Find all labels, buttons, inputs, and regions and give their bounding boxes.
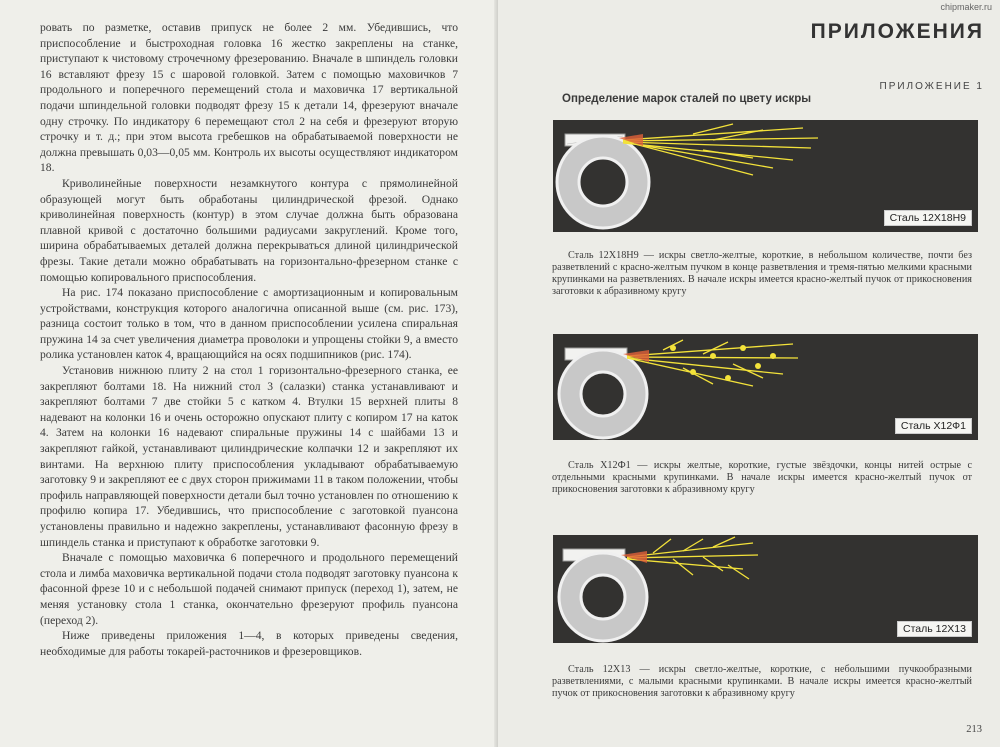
paragraph: ровать по разметке, оставив припуск не более 2 мм. Убедившись, что приспособление и быстроходная головка 16 жестко закреплены на станке, приступают к чистовому строчечному фрезерованию. Вначале в шпиндель головки 16 вставляют фрезу 15 с шаровой головкой. Затем с помощью маховичков 7 продольного и поперечного перемещений стола и маховичка 17 вертикальной подачи шпиндельной головки подводят фрезу 15 к детали 14, фрезеруют вначале одну строчку. По индикатору 6 перемещают стол 2 на себя и фрезеруют вторую строчку и т. д.; при этом высота гребешков на обрабатываемой поверхности не должна превышать 0,03—0,05 мм. Контроль их высоты осуществляют индикатором 18.: [40, 21, 458, 175]
spark-figure-3: [553, 535, 978, 643]
paragraph: Вначале с помощью маховичка 6 поперечного и продольного перемещений стола и лимба маховичка вертикальной подачи стола подводят заготовку пуансона к фасонной фрезе 10 и с небольшой подачей снимают припуск (переход 1), затем, не меняя установку стола 1 станка, окончательно фрезеруют профиль пуансона (переход 2).: [40, 551, 458, 627]
section-title: ПРИЛОЖЕНИЯ: [810, 20, 984, 43]
steel-label: Сталь Х12Ф1: [895, 418, 972, 434]
steel-label: Сталь 12Х18Н9: [884, 210, 972, 226]
paragraph: Криволинейные поверхности незамкнутого контура с прямолинейной образующей могут быть обработаны цилиндрической фрезой. Однако криволинейная поверхность (контур) в этом случае должна быть образована плавной кривой с достаточно большими радиусами закруглений. Кроме того, ширина обрабатываемых деталей должна перекрываться длиной цилиндрической фрезы. Такие детали можно обрабатывать на горизонтально-фрезерном станке с помощью копировального приспособления.: [40, 176, 458, 284]
right-page: [498, 0, 1000, 747]
appendix-label: ПРИЛОЖЕНИЕ 1: [879, 81, 984, 92]
paragraph: На рис. 174 показано приспособление с амортизационным и копировальным устройствами, конструкция которого аналогична описанной выше (см. рис. 173), разница состоит только в том, что в данном приспособлении усилена спиральная пружина 14 за счет увеличения диаметра проволоки и упрощены стойки 9, а вместо ролика установлен каток 4, вращающийся на осях подшипников (рис. 174).: [40, 286, 458, 362]
figure-caption-1: Сталь 12Х18Н9 — искры светло-желтые, короткие, в небольшом количестве, почти без разветвлений с красно-желтым пучком в конце разветвления и тремя-пятью мелкими красными крупинками на разветвлениях. В начале искры имеется красно-желтый пучок от прикосновения заготовки к абразивному кругу: [552, 250, 972, 297]
paragraph: Ниже приведены приложения 1—4, в которых приведены сведения, необходимые для работы токарей-расточников и фрезеровщиков.: [40, 629, 458, 658]
steel-label: Сталь 12Х13: [897, 621, 972, 637]
spark-figure-1: [553, 120, 978, 232]
appendix-heading: Определение марок сталей по цвету искры: [562, 93, 812, 105]
watermark-text: chipmaker.ru: [940, 2, 992, 12]
figure-caption-3: Сталь 12Х13 — искры светло-желтые, короткие, с небольшими пучкообразными разветвлениями, с малыми красными крупинками. В начале искры имеется красно-желтый пучок от прикосновения заготовки к абразивному кругу: [552, 664, 972, 699]
page-number: 213: [966, 724, 982, 735]
paragraph: Установив нижнюю плиту 2 на стол 1 горизонтально-фрезерного станка, ее закрепляют болтами 18. На нижний стол 3 (салазки) станка устанавливают и закрепляют болтами 7 две стойки 5 с катком 4. Втулки 15 верхней плиты 8 надевают на колонки 16 и очень осторожно опускают плиту с копиром 17 на каток 4. Затем на колонки 16 надевают спиральные пружины 14 с шайбами 13 и закрепляют гайкой, устанавливают цилиндрические колпачки 12 и закрепляют их винтами. На верхнюю плиту приспособления укладывают обрабатываемую заготовку 9 и закрепляют ее с двух сторон прижимами 11 в таком положении, чтобы профиль направляющей поверхности детали был точно установлен по отношению к профилю копира 17. Убедившись, что приспособление с заготовкой пуансона установлены правильно и надежно закреплены, устанавливают фасонную фрезу в шпиндель станка и приступают к обработке заготовки 9.: [40, 364, 458, 549]
figure-caption-2: Сталь Х12Ф1 — искры желтые, короткие, густые звёздочки, концы нитей острые с отдельными красными крупинками. В начале искры имеется красно-желтый пучок от прикосновения заготовки к абразивному кругу: [552, 460, 972, 495]
spark-figure-2: [553, 334, 978, 440]
left-page: [0, 0, 498, 747]
